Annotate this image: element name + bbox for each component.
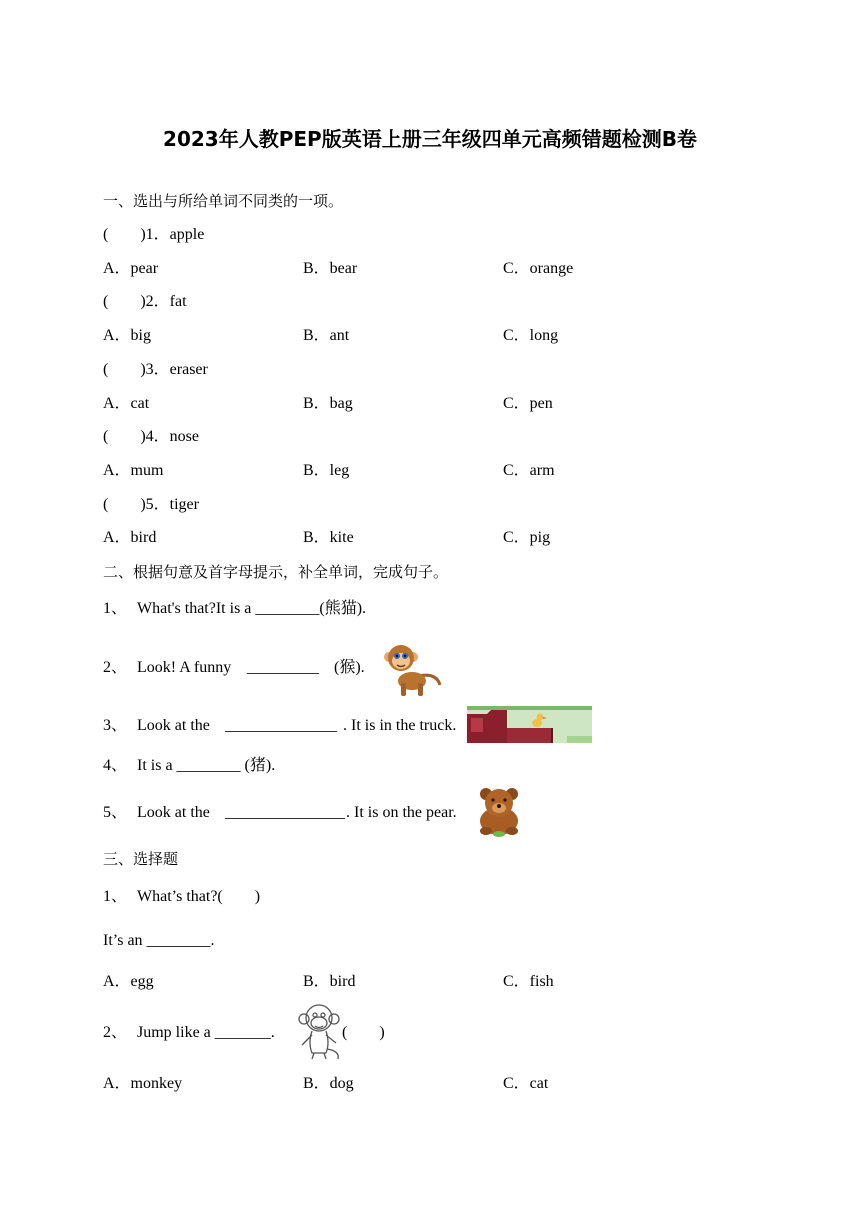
answer-blank: _________: [247, 659, 319, 676]
monkey-outline-image: [294, 1001, 346, 1061]
option-a: A．cat: [103, 395, 150, 412]
item-text: It is a ________ (猪).: [137, 757, 276, 774]
question-stem: ( )4．nose: [103, 428, 199, 445]
option-a: A．pear: [103, 260, 159, 277]
question-stem: What’s that?( ): [137, 888, 261, 905]
option-b: B．bird: [303, 973, 356, 990]
item-text-pre: Look! A funny: [137, 659, 232, 676]
question-stem: ( )1．apple: [103, 226, 205, 243]
option-c: C．pen: [503, 395, 553, 412]
section3-heading: 三、选择题: [103, 850, 179, 868]
question-stem: ( )3．eraser: [103, 361, 208, 378]
item-number: 1、: [103, 600, 128, 617]
option-c: C．cat: [503, 1075, 549, 1092]
answer-blank: _______________: [225, 804, 345, 821]
item-text-post: . It is in the truck.: [343, 717, 457, 734]
answer-blank: ______________: [225, 717, 337, 734]
option-a: A．egg: [103, 973, 154, 990]
option-a: A．bird: [103, 529, 157, 546]
question-stem: Jump like a _______.: [137, 1024, 275, 1041]
question-number: 2、: [103, 1024, 128, 1041]
item-number: 4、: [103, 757, 128, 774]
option-b: B．ant: [303, 327, 350, 344]
option-a: A．big: [103, 327, 152, 344]
option-c: C．pig: [503, 529, 551, 546]
question-stem: ( )5．tiger: [103, 496, 199, 513]
item-number: 3、: [103, 717, 128, 734]
item-text-post: (猴).: [334, 659, 365, 676]
option-a: A．mum: [103, 462, 164, 479]
option-b: B．dog: [303, 1075, 354, 1092]
option-b: B．leg: [303, 462, 350, 479]
option-c: C．long: [503, 327, 559, 344]
bear-image: [473, 785, 525, 837]
question-number: 1、: [103, 888, 128, 905]
item-number: 5、: [103, 804, 128, 821]
option-b: B．bear: [303, 260, 358, 277]
section1-heading: 一、选出与所给单词不同类的一项。: [103, 192, 344, 210]
option-c: C．arm: [503, 462, 555, 479]
question-stem: ( )2．fat: [103, 293, 187, 310]
option-b: B．bag: [303, 395, 353, 412]
item-number: 2、: [103, 659, 128, 676]
option-b: B．kite: [303, 529, 354, 546]
item-text: What's that?It is a ________(熊猫).: [137, 600, 367, 617]
option-c: C．fish: [503, 973, 554, 990]
option-c: C．orange: [503, 260, 574, 277]
option-a: A．monkey: [103, 1075, 183, 1092]
section2-heading: 二、根据句意及首字母提示，补全单词，完成句子。: [103, 563, 449, 581]
monkey-image: [374, 637, 444, 699]
answer-paren: ( ): [342, 1024, 385, 1041]
truck-duck-image: [467, 706, 592, 743]
item-text-pre: Look at the: [137, 717, 210, 734]
item-text-post: . It is on the pear.: [346, 804, 457, 821]
page-title: 2023年人教PEP版英语上册三年级四单元高频错题检测B卷: [163, 127, 697, 151]
question-line2: It’s an ________.: [103, 932, 215, 949]
item-text-pre: Look at the: [137, 804, 210, 821]
